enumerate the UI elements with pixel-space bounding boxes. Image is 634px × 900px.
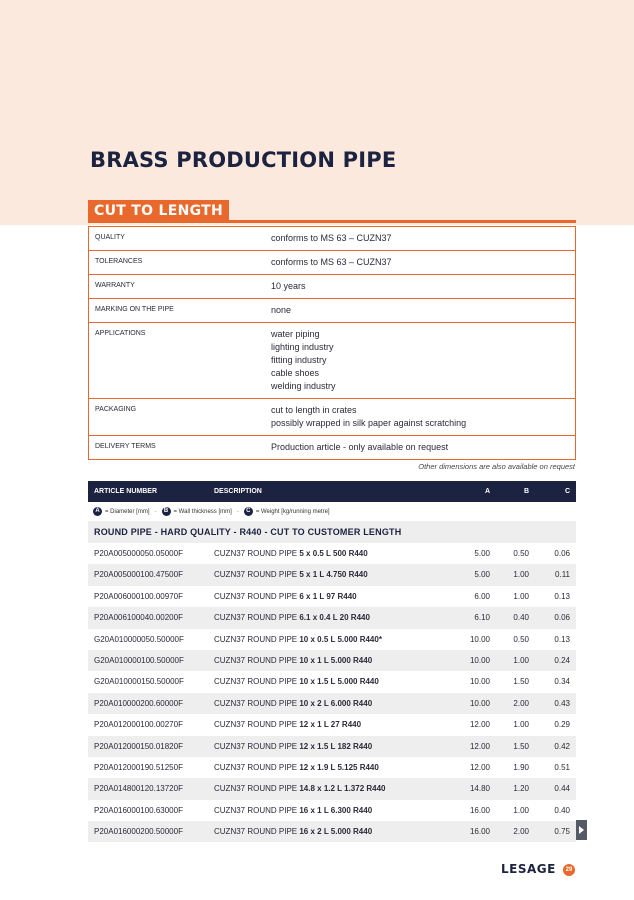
brand-logo: LESAGE [501, 862, 556, 876]
table-row [88, 543, 576, 564]
value-a: 5.00 [474, 549, 490, 558]
legend-separator: - [154, 508, 157, 515]
table-row [88, 693, 576, 714]
legend-key: A [93, 507, 102, 516]
value-b: 1.00 [513, 591, 529, 601]
value-c: 0.40 [554, 805, 570, 815]
description [214, 656, 372, 665]
table-row [88, 821, 576, 842]
value-c: 0.75 [554, 827, 570, 837]
caret-right-icon[interactable] [576, 820, 587, 840]
value-c: 0.24 [554, 655, 570, 665]
value-b: 0.50 [513, 549, 529, 558]
spec-value: conforms to MS 63 – CUZN37 [271, 257, 392, 267]
value-c: 0.13 [554, 591, 570, 601]
header-a: A [484, 488, 490, 495]
description-prefix: CUZN37 ROUND PIPE [214, 549, 300, 558]
value-a: 12.00 [469, 720, 490, 730]
spec-label: TOLERANCES [95, 258, 143, 265]
description-prefix: CUZN37 ROUND PIPE [214, 805, 300, 815]
article-number: P20A005000100.47500F [94, 570, 183, 580]
description-size: 10 x 0.5 L 5.000 R440* [299, 634, 382, 644]
article-number: P20A012000100.00270F [94, 720, 183, 730]
value-a: 16.00 [469, 827, 490, 837]
section-tag: CUT TO LENGTH [88, 200, 229, 222]
value-a: 6.00 [474, 591, 490, 601]
article-number: P20A012000150.01820F [94, 741, 183, 751]
value-a: 12.00 [469, 741, 490, 751]
article-number: P20A016000200.50000F [94, 827, 183, 837]
legend-separator: - [236, 508, 239, 515]
value-b: 2.00 [513, 698, 529, 708]
spec-row [89, 399, 575, 436]
table-row [88, 736, 576, 757]
spec-label: APPLICATIONS [95, 330, 146, 337]
value-a: 10.00 [469, 655, 490, 665]
header-c: C [564, 488, 570, 495]
value-b: 1.00 [513, 570, 529, 580]
description [214, 720, 361, 729]
spec-row [89, 299, 575, 323]
table-row [88, 564, 576, 585]
spec-value: conforms to MS 63 – CUZN37 [271, 233, 392, 243]
table-row [88, 778, 576, 799]
spec-value: none [271, 305, 292, 315]
spec-row [89, 323, 575, 399]
value-c: 0.42 [554, 741, 570, 751]
spec-value: 10 years [271, 281, 306, 291]
spec-label: PACKAGING [95, 406, 137, 413]
table-row [88, 714, 576, 735]
legend-key: B [162, 507, 171, 516]
article-number: P20A006100040.00200F [94, 613, 183, 623]
description [214, 827, 372, 836]
value-c: 0.29 [554, 720, 570, 730]
value-a: 10.00 [469, 677, 490, 687]
article-number: P20A010000200.60000F [94, 698, 183, 708]
value-c: 0.13 [554, 634, 570, 644]
value-c: 0.06 [554, 549, 570, 558]
availability-note: Other dimensions are also available on request [418, 462, 575, 471]
table-row [88, 586, 576, 607]
header-band [0, 0, 634, 225]
value-a: 12.00 [469, 762, 490, 772]
value-b: 1.50 [513, 741, 529, 751]
value-a: 5.00 [474, 570, 490, 580]
description-size: 5 x 1 L 4.750 R440 [299, 570, 368, 580]
value-c: 0.51 [554, 762, 570, 772]
legend [88, 503, 576, 520]
description-size: 6 x 1 L 97 R440 [299, 591, 357, 601]
value-a: 10.00 [469, 634, 490, 644]
value-b: 1.50 [513, 677, 529, 687]
description-prefix: CUZN37 ROUND PIPE [214, 720, 300, 730]
value-b: 1.00 [513, 655, 529, 665]
article-number: P20A006000100.00970F [94, 591, 183, 601]
header-description: DESCRIPTION [214, 488, 262, 495]
spec-row [89, 227, 575, 251]
spec-row [89, 275, 575, 299]
description-prefix: CUZN37 ROUND PIPE [214, 827, 300, 837]
legend-text: = Diameter [mm] [105, 508, 150, 515]
description [214, 677, 379, 686]
description [214, 699, 372, 708]
spec-label: WARRANTY [95, 282, 135, 289]
section-divider [88, 220, 576, 223]
description-prefix: CUZN37 ROUND PIPE [214, 762, 300, 772]
value-b: 1.00 [513, 720, 529, 730]
value-b: 1.90 [513, 762, 529, 772]
description-prefix: CUZN37 ROUND PIPE [214, 570, 300, 580]
description-size: 10 x 1.5 L 5.000 R440 [299, 677, 379, 687]
group-heading: ROUND PIPE - HARD QUALITY - R440 - CUT TO CUSTOMER LENGTH [88, 521, 576, 543]
description-prefix: CUZN37 ROUND PIPE [214, 655, 300, 665]
article-number: P20A005000050.05000F [94, 549, 183, 558]
header-article: ARTICLE NUMBER [94, 488, 157, 495]
description-size: 16 x 2 L 5.000 R440 [299, 827, 373, 837]
value-c: 0.11 [555, 570, 570, 580]
value-a: 10.00 [469, 698, 490, 708]
spec-value: cut to length in crates possibly wrapped in silk paper against scratching [271, 405, 467, 428]
description [214, 549, 368, 558]
description-size: 12 x 1 L 27 R440 [299, 720, 362, 730]
value-c: 0.06 [554, 613, 570, 623]
description-size: 6.1 x 0.4 L 20 R440 [299, 613, 370, 623]
description-prefix: CUZN37 ROUND PIPE [214, 677, 300, 687]
value-a: 14.80 [469, 784, 490, 794]
article-number: P20A016000100.63000F [94, 805, 183, 815]
description-size: 10 x 2 L 6.000 R440 [299, 698, 373, 708]
page-number: 29 [563, 864, 575, 876]
description [214, 763, 379, 772]
table-row [88, 671, 576, 692]
description-prefix: CUZN37 ROUND PIPE [214, 741, 300, 751]
article-number: G20A010000100.50000F [94, 655, 184, 665]
description [214, 592, 357, 601]
description-prefix: CUZN37 ROUND PIPE [214, 784, 300, 794]
description [214, 613, 370, 622]
description-size: 14.8 x 1.2 L 1.372 R440 [299, 784, 386, 794]
description [214, 784, 386, 793]
spec-label: MARKING ON THE PIPE [95, 306, 174, 313]
value-b: 0.40 [513, 613, 529, 623]
description [214, 806, 372, 815]
spec-label: QUALITY [95, 234, 125, 241]
table-row [88, 629, 576, 650]
description-size: 16 x 1 L 6.300 R440 [299, 805, 373, 815]
value-b: 0.50 [513, 634, 529, 644]
article-number: G20A010000150.50000F [94, 677, 184, 687]
description-prefix: CUZN37 ROUND PIPE [214, 613, 300, 623]
value-c: 0.44 [554, 784, 570, 794]
spec-table [88, 226, 576, 460]
header-b: B [523, 488, 529, 495]
spec-row [89, 436, 575, 459]
legend-text: = Weight [kg/running metre] [255, 508, 330, 515]
article-number: G20A010000050.50000F [94, 634, 184, 644]
description-prefix: CUZN37 ROUND PIPE [214, 634, 300, 644]
value-b: 1.20 [513, 784, 529, 794]
table-header [88, 481, 576, 502]
value-c: 0.43 [554, 698, 570, 708]
article-number: P20A014800120.13720F [94, 784, 183, 794]
value-c: 0.34 [554, 677, 570, 687]
description-size: 12 x 1.9 L 5.125 R440 [299, 762, 379, 772]
spec-value: Production article - only available on request [271, 442, 449, 452]
description [214, 570, 368, 579]
table-row [88, 650, 576, 671]
description-prefix: CUZN37 ROUND PIPE [214, 698, 300, 708]
page-title: BRASS PRODUCTION PIPE [90, 148, 397, 172]
description [214, 635, 382, 644]
description-size: 12 x 1.5 L 182 R440 [299, 741, 373, 751]
legend-text: = Wall thickness [mm] [173, 508, 232, 515]
description-prefix: CUZN37 ROUND PIPE [214, 591, 300, 601]
value-b: 2.00 [513, 827, 529, 837]
value-b: 1.00 [513, 805, 529, 815]
spec-value: water piping lighting industry fitting industry cable shoes welding industry [271, 329, 336, 391]
spec-row [89, 251, 575, 275]
legend-key: C [244, 507, 253, 516]
description [214, 742, 372, 751]
product-rows [88, 543, 576, 842]
value-a: 6.10 [474, 613, 490, 623]
table-row [88, 607, 576, 628]
article-number: P20A012000190.51250F [94, 762, 183, 772]
description-size: 10 x 1 L 5.000 R440 [299, 655, 373, 665]
table-row [88, 800, 576, 821]
description-size: 5 x 0.5 L 500 R440 [299, 549, 368, 558]
value-a: 16.00 [469, 805, 490, 815]
spec-label: DELIVERY TERMS [95, 443, 156, 450]
table-row [88, 757, 576, 778]
